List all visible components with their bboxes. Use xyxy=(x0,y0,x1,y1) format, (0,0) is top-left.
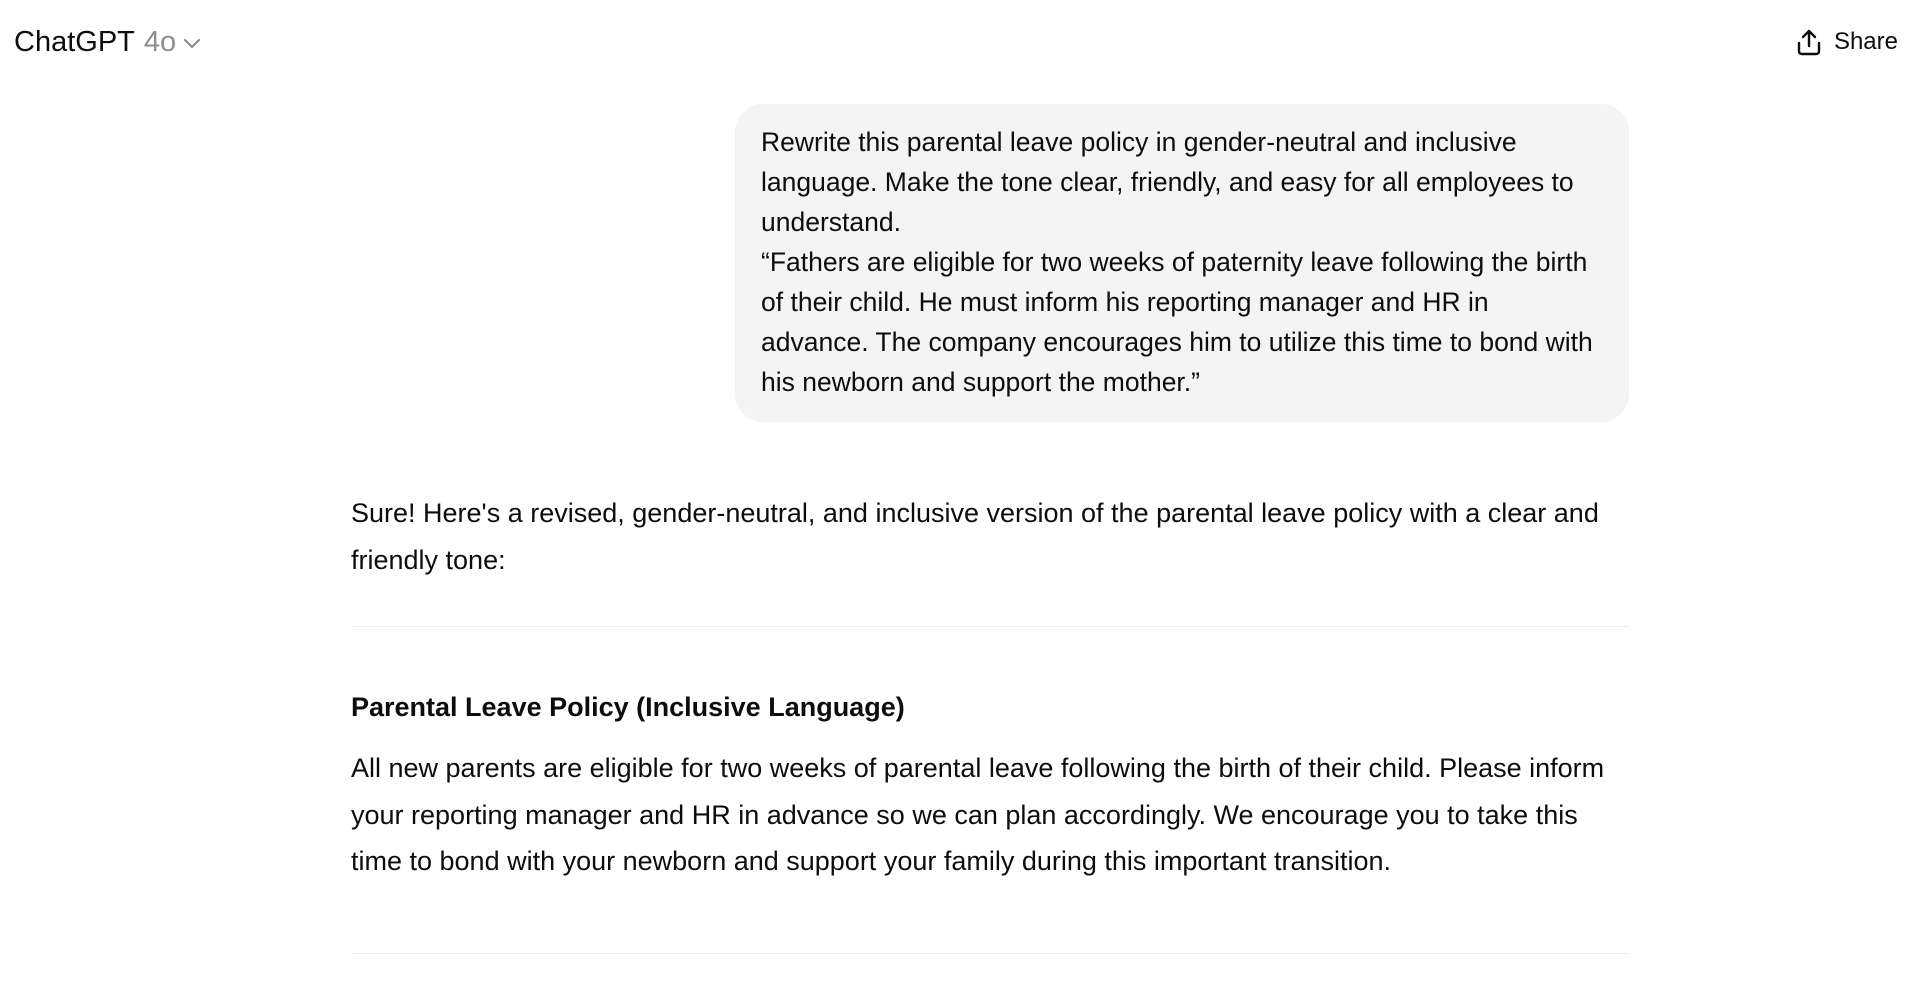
share-label: Share xyxy=(1833,28,1898,55)
divider xyxy=(351,626,1629,627)
model-version: 4o xyxy=(143,25,177,58)
user-message-bubble xyxy=(735,104,1629,422)
model-switcher[interactable] xyxy=(14,22,201,62)
user-message-row xyxy=(351,104,1629,422)
user-instruction-text: Rewrite this parental leave policy in gender-neutral and inclusive language. Make the tone clear, friendly, and easy for all employees to understand. xyxy=(761,127,1574,237)
model-name: ChatGPT xyxy=(14,25,135,58)
chevron-down-icon xyxy=(183,38,201,50)
divider xyxy=(351,953,1629,954)
share-upload-icon xyxy=(1796,28,1822,56)
policy-body-text: All new parents are eligible for two weeks of parental leave following the birth of their child. Please inform your reporting manager and HR in advance so we can plan accordingly. We encourage you to take this time to bond with your newborn and support your family during this important transition. xyxy=(351,753,1605,876)
policy-heading: Parental Leave Policy (Inclusive Language) xyxy=(351,692,905,722)
header xyxy=(0,0,1920,84)
user-quoted-policy-text: “Fathers are eligible for two weeks of paternity leave following the birth of their child. He must inform his reporting manager and HR in advance. The company encourages him to utilize this time to bond with his newborn and support the mother.” xyxy=(761,247,1593,397)
assistant-message xyxy=(351,490,1629,954)
conversation xyxy=(351,104,1629,954)
share-button[interactable] xyxy=(1786,22,1908,62)
assistant-intro-text: Sure! Here's a revised, gender-neutral, and inclusive version of the parental leave policy with a clear and friendly tone: xyxy=(351,498,1599,575)
